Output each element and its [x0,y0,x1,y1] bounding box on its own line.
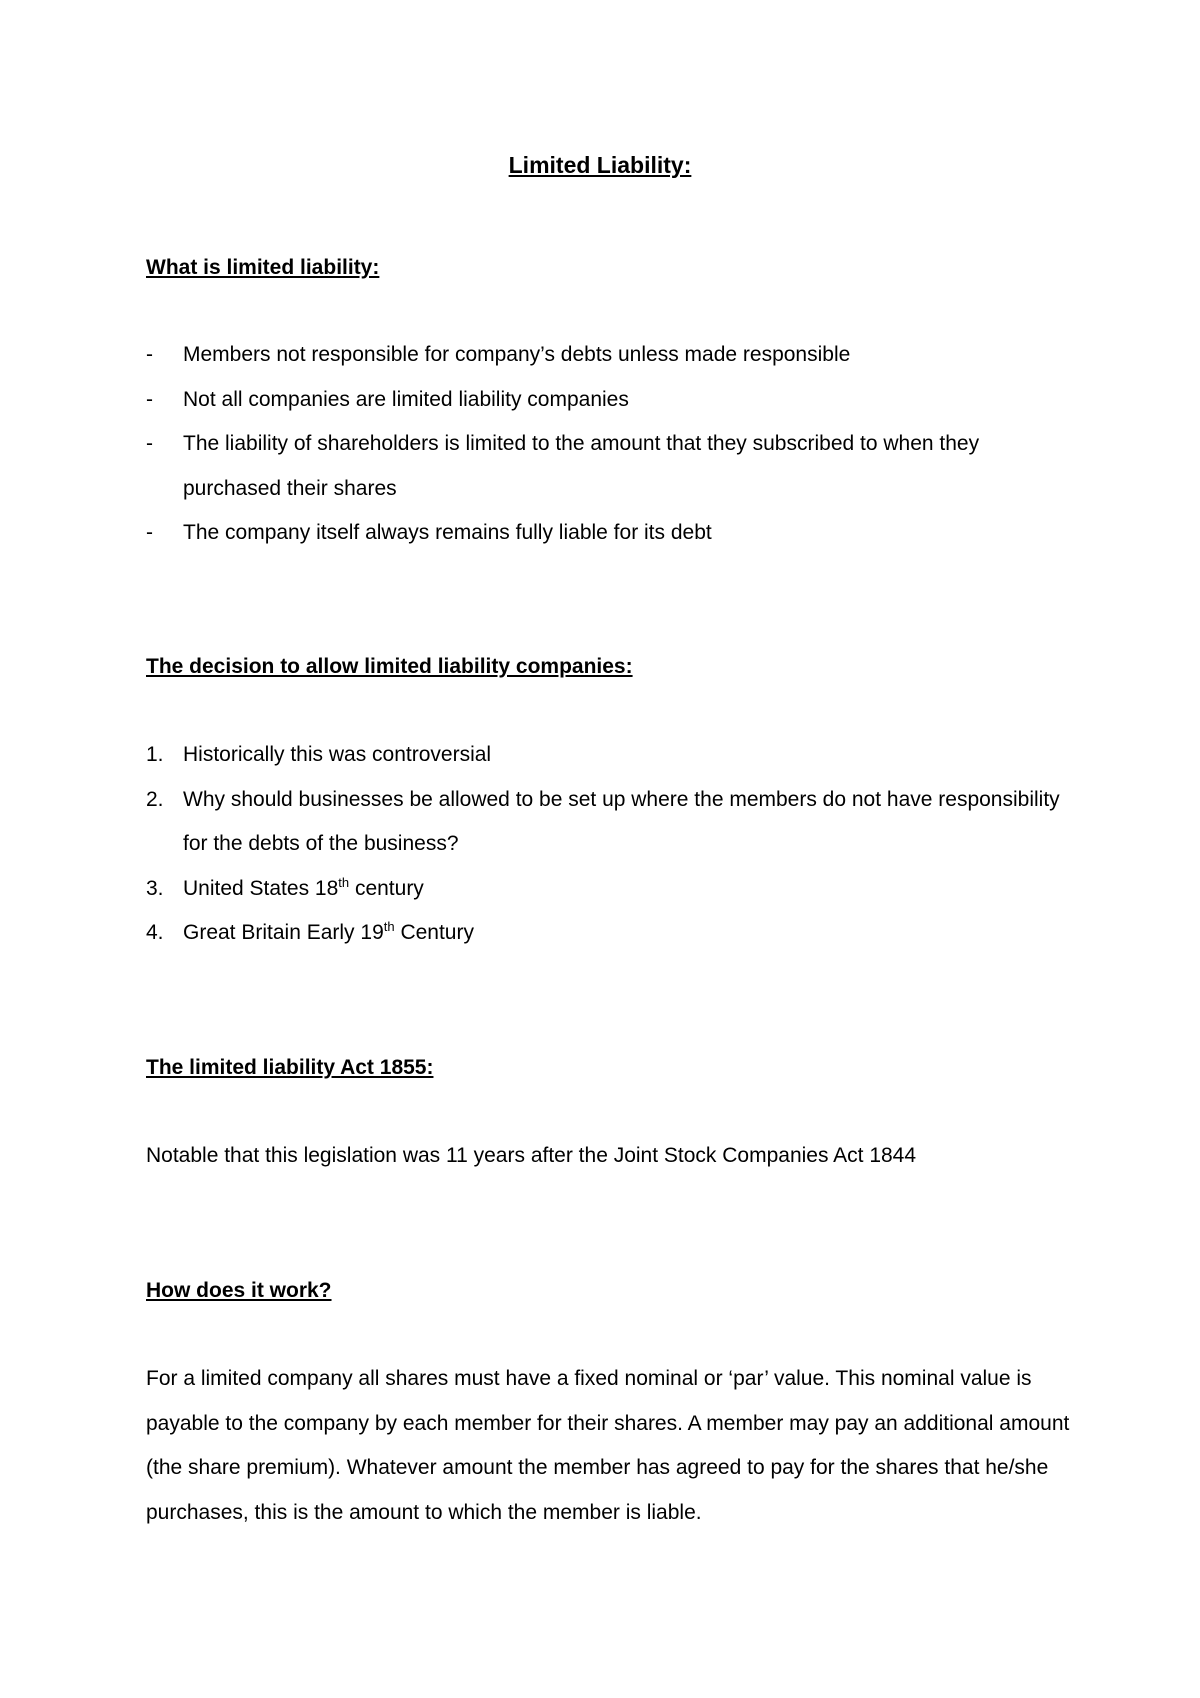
list-item: - The liability of shareholders is limited to the amount that they subscribed to when they purchased their shares [146,422,1066,511]
list-item: - The company itself always remains fully liable for its debt [146,511,1066,556]
list-number: 1. [146,743,164,766]
list-number: 2. [146,787,164,811]
dash-bullet: - [146,387,153,411]
document-title: Limited Liability: [508,152,692,178]
list-item: 2. Why should businesses be allowed to be set up where the members do not have responsibility for the debts of the business? [146,778,1066,867]
dash-bullet: - [146,343,153,366]
section-heading-what-is-limited-liability: What is limited liability: [146,256,380,279]
list-number: 3. [146,876,164,900]
dash-bullet: - [146,432,153,455]
dash-bullet: - [146,521,153,544]
bullet-list-limited-liability [146,333,1066,556]
paragraph-act-1855: Notable that this legislation was 11 years after the Joint Stock Companies Act 1844 [146,1144,917,1167]
numbered-list-decision [146,733,1066,956]
list-item: 1. Historically this was controversial [146,733,1066,778]
list-item: - Not all companies are limited liability companies [146,378,1066,423]
list-item: 4. Great Britain Early 19th Century [146,911,1066,956]
section-heading-act-1855: The limited liability Act 1855: [146,1056,434,1079]
section-heading-how-does-it-work: How does it work? [146,1279,332,1302]
paragraph-how-does-it-work: For a limited company all shares must have a fixed nominal or ‘par’ value. This nominal value is payable to the company by each member for their shares. A member may pay an additional amount (the share premium). Whatever amount the member has agreed to pay for the shares that he/she purchases, this is the amount to which the member is liable. [146,1367,1070,1524]
list-number: 4. [146,921,164,944]
section-heading-decision: The decision to allow limited liability companies: [146,655,633,678]
list-item: 3. United States 18th century [146,867,1066,912]
list-item: - Members not responsible for company’s debts unless made responsible [146,333,1066,378]
